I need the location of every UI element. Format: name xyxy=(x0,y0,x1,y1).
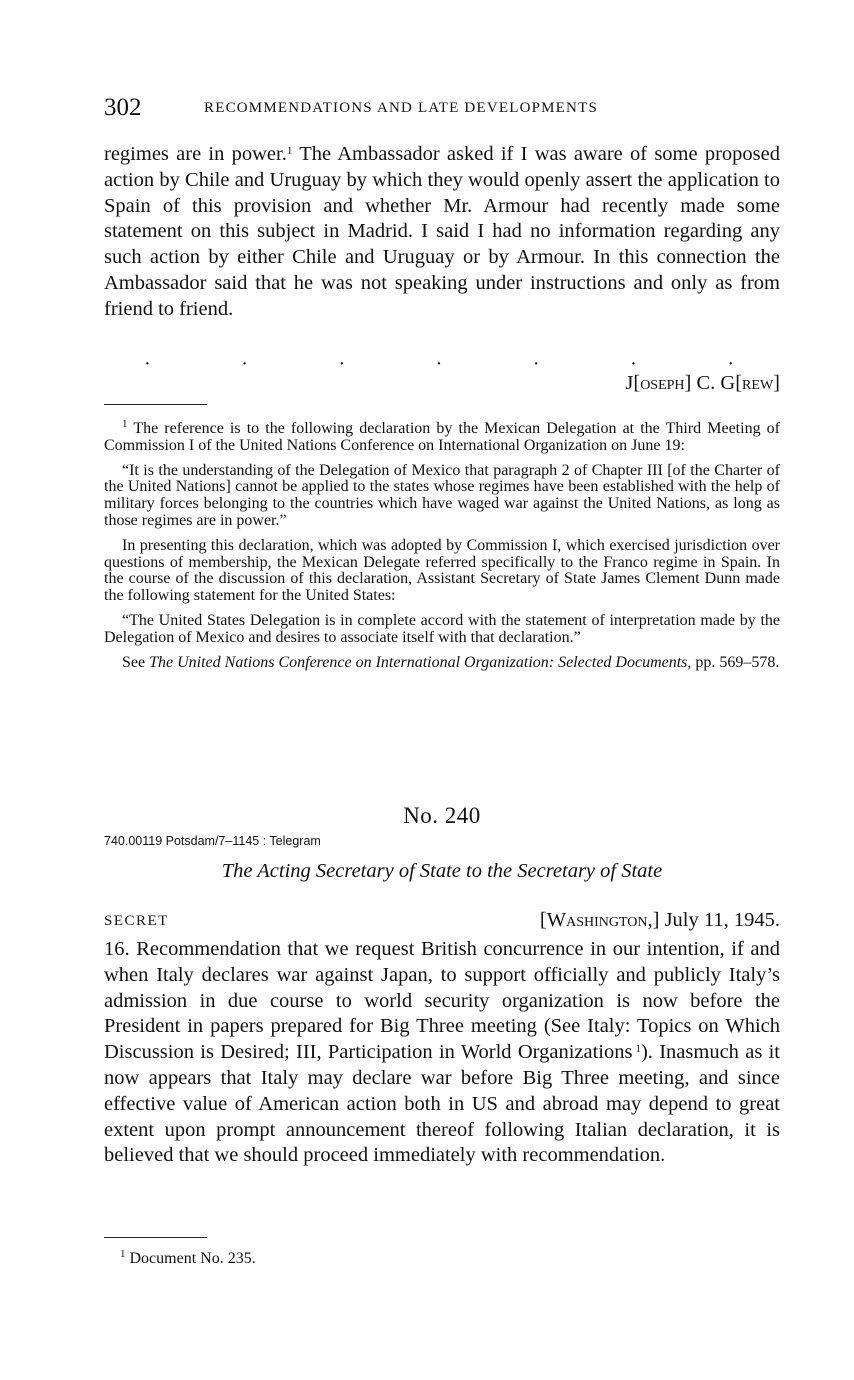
footnote-see-reference: See The United Nations Conference on International Organization: Selected Documents, pp. 569–578. xyxy=(122,653,780,671)
footnote-divider xyxy=(104,1237,207,1238)
ellipsis-dot: · xyxy=(727,353,734,375)
ellipsis-dot: · xyxy=(630,353,637,375)
cited-work-title: The United Nations Conference on International Organization: Selected Documents xyxy=(149,653,688,671)
footnote-reference: 1 xyxy=(286,145,293,157)
page-header xyxy=(104,94,780,124)
ellipsis-dot: · xyxy=(144,353,151,375)
telegram-body xyxy=(104,937,780,1169)
footnote-marker: 1 xyxy=(122,418,128,430)
continuation-paragraph xyxy=(104,142,780,323)
continuation-text-rest: The Ambassador asked if I was aware of some proposed action by Chile and Uruguay by which they would openly assert the application to Spain of this provision and whether Mr. Armour had recently made some statement on this subject in Madrid. I said I had no information regarding any such action by either Chile and Uruguay or by Armour. In this connection the Ambassador said that he was not speaking under instructions and only as from friend to friend. xyxy=(104,143,781,320)
ellipsis-dot: · xyxy=(435,353,443,375)
footnote-quote-us: “The United States Delegation is in complete accord with the statement of interpretation made by the Delegation of Mexico and desires to associate itself with that declaration.” xyxy=(104,611,780,646)
document-meta xyxy=(104,909,780,937)
page-number: 302 xyxy=(104,94,142,121)
continuation-text-start: regimes are in power. xyxy=(104,143,287,165)
footnote-divider xyxy=(104,404,207,405)
running-head: RECOMMENDATIONS AND LATE DEVELOPMENTS xyxy=(204,100,598,116)
telegram-text-start: 16. Recommendation that we request British concurrence in our intention, if and when Italy declares war against Japan, to support officially and publicly Italy’s admission in due course to world security organization is now before the President in papers prepared for Big Three meeting (See Italy: Topics on Which Discussion is Desired; III, Participation in World Organizations xyxy=(104,938,780,1064)
footnote-document-ref: $^1$ Document No. 235. xyxy=(120,1248,256,1267)
classification: SECRET xyxy=(104,913,169,929)
ellipsis-dot: · xyxy=(241,353,248,375)
document-title: The Acting Secretary of State to the Secretary of State xyxy=(221,860,663,882)
footnote-block xyxy=(104,418,780,679)
telegram-text-rest: ). Inasmuch as it now appears that Italy may declare war before Big Three meeting, and since effective value of American action both in US and abroad may depend to great extent upon prompt announcement thereof following Italian declaration, it is believed that we should proceed immediately with recommendation. xyxy=(104,1041,780,1167)
document-number: No. 240 xyxy=(403,803,481,828)
footnote-quote-mexico: “It is the understanding of the Delegation of Mexico that paragraph 2 of Chapter III [of the Charter of the United Nations] cannot be applied to the states whose regimes have been established with the help of military forces belonging to the countries which have waged war against the United Nations, as long as those regimes are in power.” xyxy=(104,461,780,529)
file-reference: 740.00119 Potsdam/7–1145 : Telegram xyxy=(104,834,321,848)
ellipsis-dot: · xyxy=(532,353,540,375)
footnote-intro: $^1$ The reference is to the following declaration by the Mexican Delegation at the Third Meeting of Commission I of the United Nations Conference on International Organization on June 19: xyxy=(104,418,780,454)
signature: J[oseph] C. G[rew] xyxy=(625,372,780,394)
footnote-marker: 1 xyxy=(120,1248,126,1260)
dateline: [Washington,] July 11, 1945. xyxy=(539,909,780,931)
ellipsis-dot: · xyxy=(338,353,346,375)
footnote-reference: 1 xyxy=(635,1043,641,1056)
footnote-presenting: In presenting this declaration, which was adopted by Commission I, which exercised jurisdiction over questions of membership, the Mexican Delegate referred specifically to the Franco regime in Spain. In the course of the discussion of this declaration, Assistant Secretary of State James Clement Dunn made the following statement for the United States: xyxy=(104,536,780,605)
